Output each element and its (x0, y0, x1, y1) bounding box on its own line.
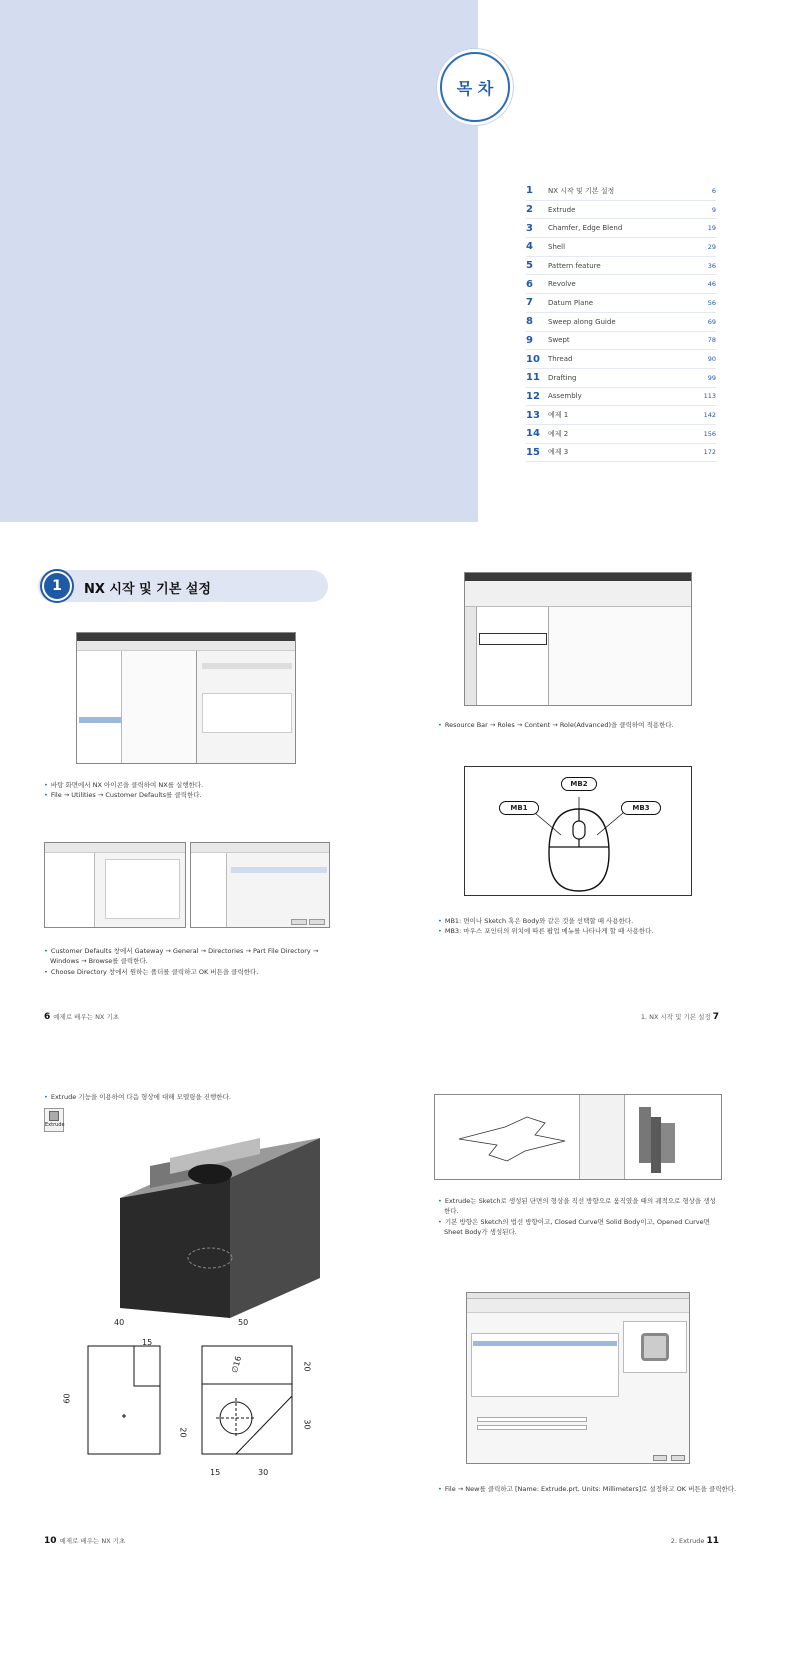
toc-number: 15 (526, 446, 540, 458)
toc-page-number: 78 (707, 336, 716, 345)
drawing-front-view (196, 1330, 316, 1470)
bullet-list-a: • 바탕 화면에서 NX 아이콘을 클릭하여 NX를 실행한다. • File → Utilities → Customer Defaults를 클릭한다. (44, 781, 204, 800)
footer-left (44, 1012, 119, 1022)
toc-page-number: 90 (707, 355, 716, 364)
toc-number: 1 (526, 185, 533, 197)
bullet-text: Choose Directory 창에서 원하는 폴더를 클릭하고 OK 버튼을 클릭한다. (50, 967, 259, 976)
page-number: 7 (712, 1012, 719, 1022)
extrude-illustration (434, 1094, 722, 1180)
dim-dia-16: ∅16 (230, 1355, 244, 1374)
toc-page-number: 19 (707, 224, 716, 233)
toc-number: 4 (526, 241, 533, 253)
toc-row (526, 294, 716, 313)
choose-directory-screenshot (190, 842, 330, 928)
toc-row (526, 350, 716, 369)
bullet-c: • Resource Bar → Roles → Content → Role(Advanced)을 클릭하여 적용한다. (438, 721, 674, 729)
footer-text: 1. NX 시작 및 기본 설정 (640, 1013, 711, 1021)
toc-entry-title: Swept (548, 336, 570, 345)
dim-20-right: 20 (302, 1361, 312, 1372)
toc-number: 10 (526, 353, 540, 365)
toc-number: 13 (526, 409, 540, 421)
toc-number: 9 (526, 334, 533, 346)
bullet-text: MB1: 면이나 Sketch 혹은 Body와 같은 것을 선택할 때 사용한다. (444, 917, 634, 925)
toc-page-number: 99 (707, 373, 716, 382)
toc-row (526, 219, 716, 238)
toc-entry-title: 예제 2 (548, 429, 569, 438)
toc-number: 6 (526, 278, 533, 290)
toc-entry-title: Sweep along Guide (548, 317, 616, 326)
extrude-icon (44, 1108, 64, 1132)
bullet-text: Customer Defaults 창에서 Gateway → General → Directories → Part File Directory → (50, 947, 319, 955)
dim-30-right: 30 (302, 1419, 312, 1430)
toc-row (526, 275, 716, 294)
toc-row (526, 406, 716, 425)
toc-entry-title: Assembly (548, 392, 582, 401)
toc-entry-title: 예제 3 (548, 448, 569, 457)
toc-number: 2 (526, 204, 533, 216)
dim-60: 60 (62, 1393, 72, 1404)
toc-number: 3 (526, 222, 533, 234)
footer-right (641, 1012, 722, 1022)
resource-bar-screenshot (464, 572, 692, 706)
bullet-list-b: • Customer Defaults 창에서 Gateway → General → Directories → Part File Directory → Windows → Browse를 클릭한다. • Choose Directory 창에서 원하는 폴더를 클릭하고 OK 버튼을 클릭한다. (44, 947, 319, 976)
toc-number: 7 (526, 297, 533, 309)
new-file-dialog-screenshot (466, 1292, 690, 1464)
dim-30-bottom: 30 (258, 1468, 269, 1477)
bullet-text: File → New를 클릭하고 [Name: Extrude.prt, Units: Millimeters]로 설정하고 OK 버튼을 클릭한다. (444, 1485, 737, 1493)
toc-page-number: 69 (707, 317, 716, 326)
bullet-text: Sheet Body가 생성된다. (444, 1228, 517, 1237)
extrude-icon-label: Extrude (45, 1122, 65, 1128)
toc-entry-title: Datum Plane (548, 298, 594, 307)
customer-defaults-screenshot (44, 842, 186, 928)
toc-row (526, 313, 716, 332)
page-number: 11 (706, 1536, 719, 1546)
toc-row (526, 444, 716, 463)
toc-entry-title: Chamfer, Edge Blend (548, 224, 623, 233)
toc-row (526, 425, 716, 444)
bullet-text: Windows → Browse를 클릭한다. (50, 957, 148, 966)
toc-row (526, 257, 716, 276)
toc-page-number: 29 (707, 242, 716, 251)
toc-page-number: 142 (703, 411, 716, 420)
section-title: NX 시작 및 기본 설정 (84, 582, 211, 597)
section-number: 1 (44, 573, 70, 599)
footer-text: 예제로 배우는 NX 기초 (53, 1013, 120, 1021)
dim-20-left: 20 (178, 1427, 188, 1438)
bullet-text: Extrude 기능을 이용하여 다음 형상에 대해 모델링을 진행한다. (50, 1093, 231, 1101)
footer-text: 예제로 배우는 NX 기초 (59, 1537, 126, 1545)
bullet-text: 기본 방향은 Sketch의 법선 방향이고, Closed Curve면 Solid Body이고, Opened Curve면 (444, 1217, 710, 1226)
toc-number: 11 (526, 372, 540, 384)
page-number: 10 (44, 1536, 57, 1546)
bullet-list-d: • MB1: 면이나 Sketch 혹은 Body와 같은 것을 선택할 때 사용한다. • MB3: 마우스 포인터의 위치에 따른 팝업 메뉴를 나타나게 할 때 사용한다. (438, 917, 654, 936)
toc-row (526, 182, 716, 201)
toc-list (526, 182, 716, 462)
dim-40: 40 (114, 1318, 125, 1327)
toc-number: 12 (526, 390, 540, 402)
toc-page-number: 172 (703, 448, 716, 457)
footer-right-bottom (671, 1536, 722, 1546)
footer-text: 2. Extrude (670, 1537, 705, 1545)
bullet-extrude-intro: • Extrude 기능을 이용하여 다음 형상에 대해 모델링을 진행한다. (44, 1093, 231, 1101)
dim-50: 50 (238, 1318, 249, 1327)
dim-15-bottom: 15 (210, 1468, 221, 1477)
toc-row (526, 201, 716, 220)
toc-page-number: 113 (703, 392, 716, 401)
bullet-text: Extrude는 Sketch로 생성된 단면의 형상을 직선 방향으로 움직였을 때의 궤적으로 형상을 생성 (444, 1197, 716, 1205)
toc-page-number: 36 (707, 261, 716, 270)
mouse-diagram (464, 766, 692, 896)
toc-page-number: 46 (707, 280, 716, 289)
toc-number: 14 (526, 428, 540, 440)
page-number: 6 (44, 1012, 51, 1022)
isometric-model (110, 1118, 330, 1318)
toc-entry-title: Pattern feature (548, 261, 601, 270)
dim-15-top: 15 (142, 1338, 153, 1347)
bullet-text: Resource Bar → Roles → Content → Role(Advanced)을 클릭하여 적용한다. (444, 721, 674, 729)
toc-page-number: 9 (711, 205, 716, 214)
toc-page-number: 6 (711, 186, 716, 195)
bullet-text: 한다. (444, 1207, 459, 1216)
toc-row (526, 332, 716, 351)
toc-background-panel (0, 0, 478, 522)
toc-title: 목 차 (456, 78, 494, 98)
bullet-new-file: • File → New를 클릭하고 [Name: Extrude.prt, Units: Millimeters]로 설정하고 OK 버튼을 클릭한다. (438, 1485, 737, 1493)
bullet-text: 바탕 화면에서 NX 아이콘을 클릭하여 NX를 실행한다. (50, 781, 204, 789)
toc-entry-title: 예제 1 (548, 411, 569, 420)
bullet-text: File → Utilities → Customer Defaults를 클릭한다. (50, 791, 202, 800)
toc-entry-title: NX 시작 및 기본 설정 (548, 186, 615, 195)
toc-entry-title: Drafting (548, 373, 577, 382)
toc-row (526, 388, 716, 407)
mb2-label: MB2 (561, 777, 597, 791)
toc-row (526, 238, 716, 257)
toc-number: 5 (526, 260, 533, 272)
footer-left-bottom (44, 1536, 125, 1546)
toc-page-number: 56 (707, 298, 716, 307)
toc-entry-title: Shell (548, 242, 566, 251)
toc-entry-title: Revolve (548, 280, 576, 289)
toc-title-badge (440, 52, 510, 122)
nx-file-menu-screenshot (76, 632, 296, 764)
bullet-text: MB3: 마우스 포인터의 위치에 따른 팝업 메뉴를 나타나게 할 때 사용한다. (444, 927, 654, 936)
section-number-badge (40, 569, 74, 603)
toc-number: 8 (526, 316, 533, 328)
toc-entry-title: Thread (548, 355, 573, 364)
toc-page-number: 156 (703, 429, 716, 438)
drawing-side-view (60, 1330, 170, 1470)
mb1-label: MB1 (499, 801, 539, 815)
toc-entry-title: Extrude (548, 205, 576, 214)
mb3-label: MB3 (621, 801, 661, 815)
toc-row (526, 369, 716, 388)
bullet-list-extrude: • Extrude는 Sketch로 생성된 단면의 형상을 직선 방향으로 움직였을 때의 궤적으로 형상을 생성 한다. • 기본 방향은 Sketch의 법선 방향이고, Closed Curve면 Solid Body이고, Opened Curve면 Sheet Body가 생성된다. (438, 1197, 716, 1237)
